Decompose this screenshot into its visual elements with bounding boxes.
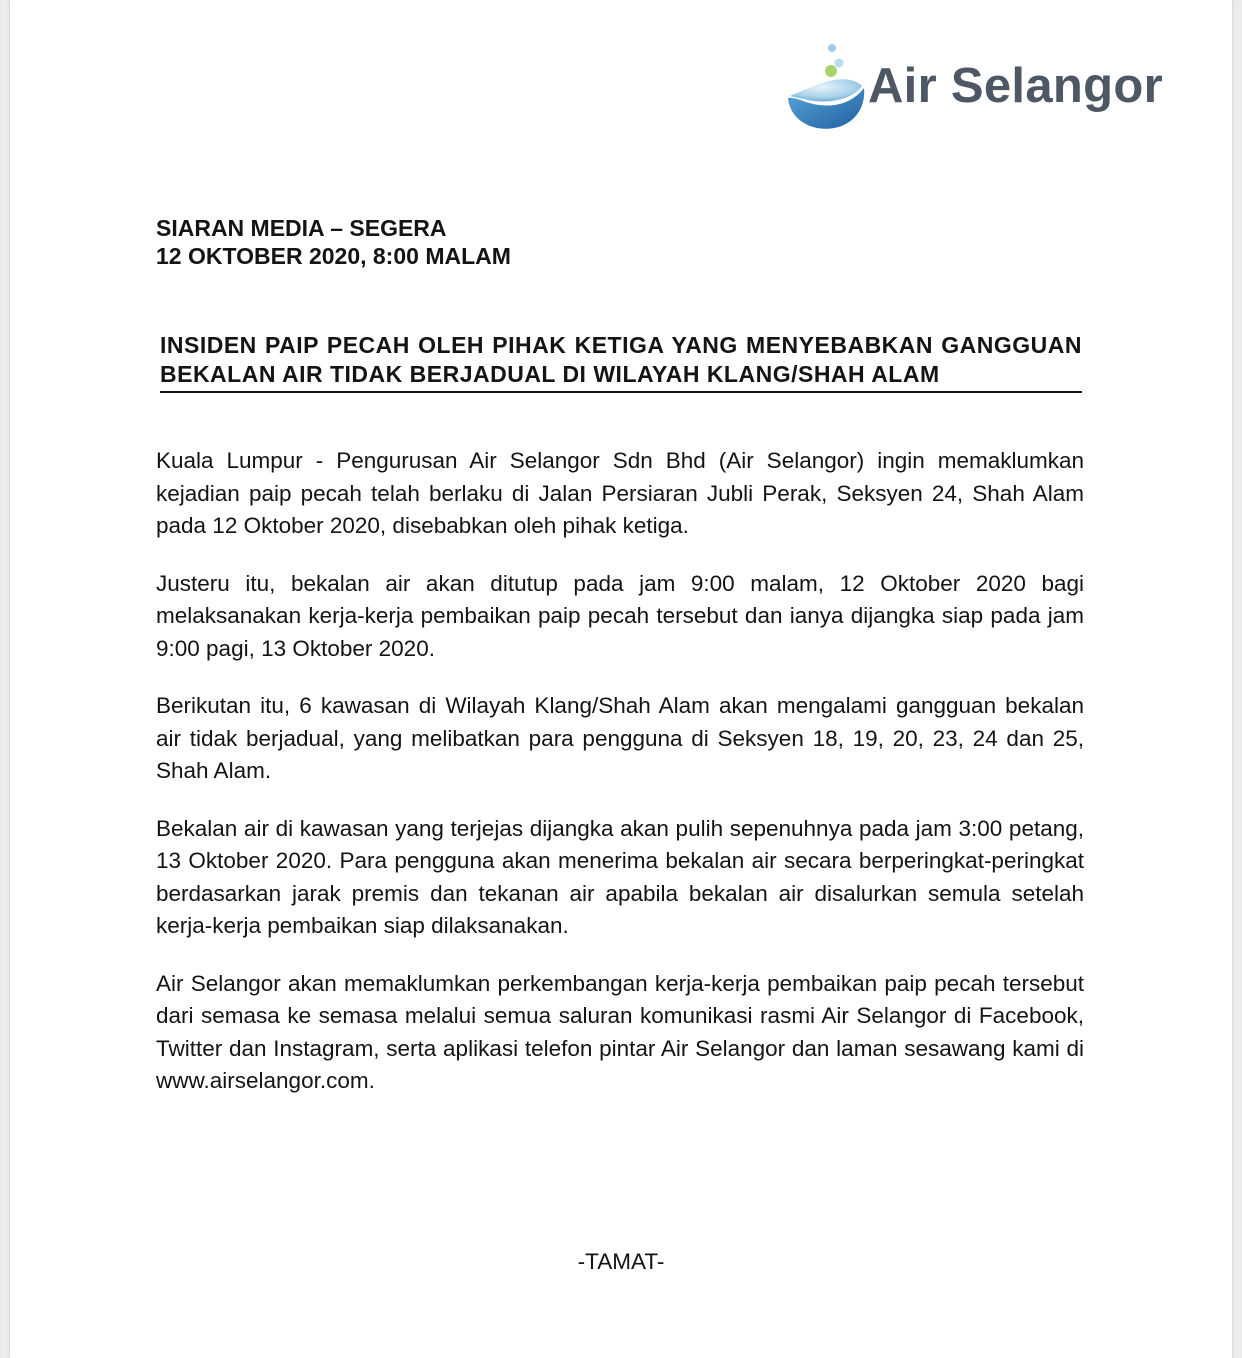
paragraph-5: Air Selangor akan memaklumkan perkembangan kerja-kerja pembaikan paip pecah tersebut dari semasa ke semasa melalui semua saluran komunikasi rasmi Air Selangor di Facebook, Twitter dan Instagram, serta aplikasi telefon pintar Air Selangor dan laman sesawang kami di www.airselangor.com. [156, 970, 1084, 1093]
paragraph-2: Justeru itu, bekalan air akan ditutup pada jam 9:00 malam, 12 Oktober 2020 bagi melaksanakan kerja-kerja pembaikan paip pecah tersebut dan ianya dijangka siap pada jam 9:00 pagi, 13 Oktober 2020. [156, 570, 1084, 661]
paragraph-1: Kuala Lumpur - Pengurusan Air Selangor Sdn Bhd (Air Selangor) ingin memaklumkan kejadian paip pecah telah berlaku di Jalan Persiaran Jubli Perak, Seksyen 24, Shah Alam pada 12 Oktober 2020, disebabkan oleh pihak ketiga. [156, 448, 1084, 538]
body-text [156, 445, 1084, 1123]
headline: INSIDEN PAIP PECAH OLEH PIHAK KETIGA YANG MENYEBABKAN GANGGUAN BEKALAN AIR TIDAK BERJADUAL DI WILAYAH KLANG/SHAH ALAM [160, 331, 1082, 393]
end-mark: -TAMAT- [577, 1249, 665, 1274]
press-label: SIARAN MEDIA – SEGERA [156, 215, 447, 241]
drop-small-icon [828, 44, 836, 52]
water-surface-icon [790, 79, 862, 101]
press-datetime: 12 OKTOBER 2020, 8:00 MALAM [156, 243, 511, 269]
water-drop-logo-icon [782, 40, 866, 136]
paragraph-3: Berikutan itu, 6 kawasan di Wilayah Klang/Shah Alam akan mengalami gangguan bekalan air tidak berjadual, yang melibatkan para pengguna di Seksyen 18, 19, 20, 23, 24 dan 25, Shah Alam. [156, 693, 1084, 783]
paragraph-4: Bekalan air di kawasan yang terjejas dijangka akan pulih sepenuhnya pada jam 3:00 petang, 13 Oktober 2020. Para pengguna akan menerima bekalan air secara berperingkat-peringkat berdasarkan jarak premis dan tekanan air apabila bekalan air disalurkan semula setelah kerja-kerja pembaikan siap dilaksanakan. [156, 815, 1084, 938]
press-header [156, 214, 511, 270]
document-page [10, 0, 1232, 1358]
logo-wordmark: Air Selangor [868, 59, 1163, 113]
drop-green-icon [825, 65, 837, 77]
drop-medium-icon [835, 59, 844, 68]
air-selangor-logo [782, 40, 1182, 140]
